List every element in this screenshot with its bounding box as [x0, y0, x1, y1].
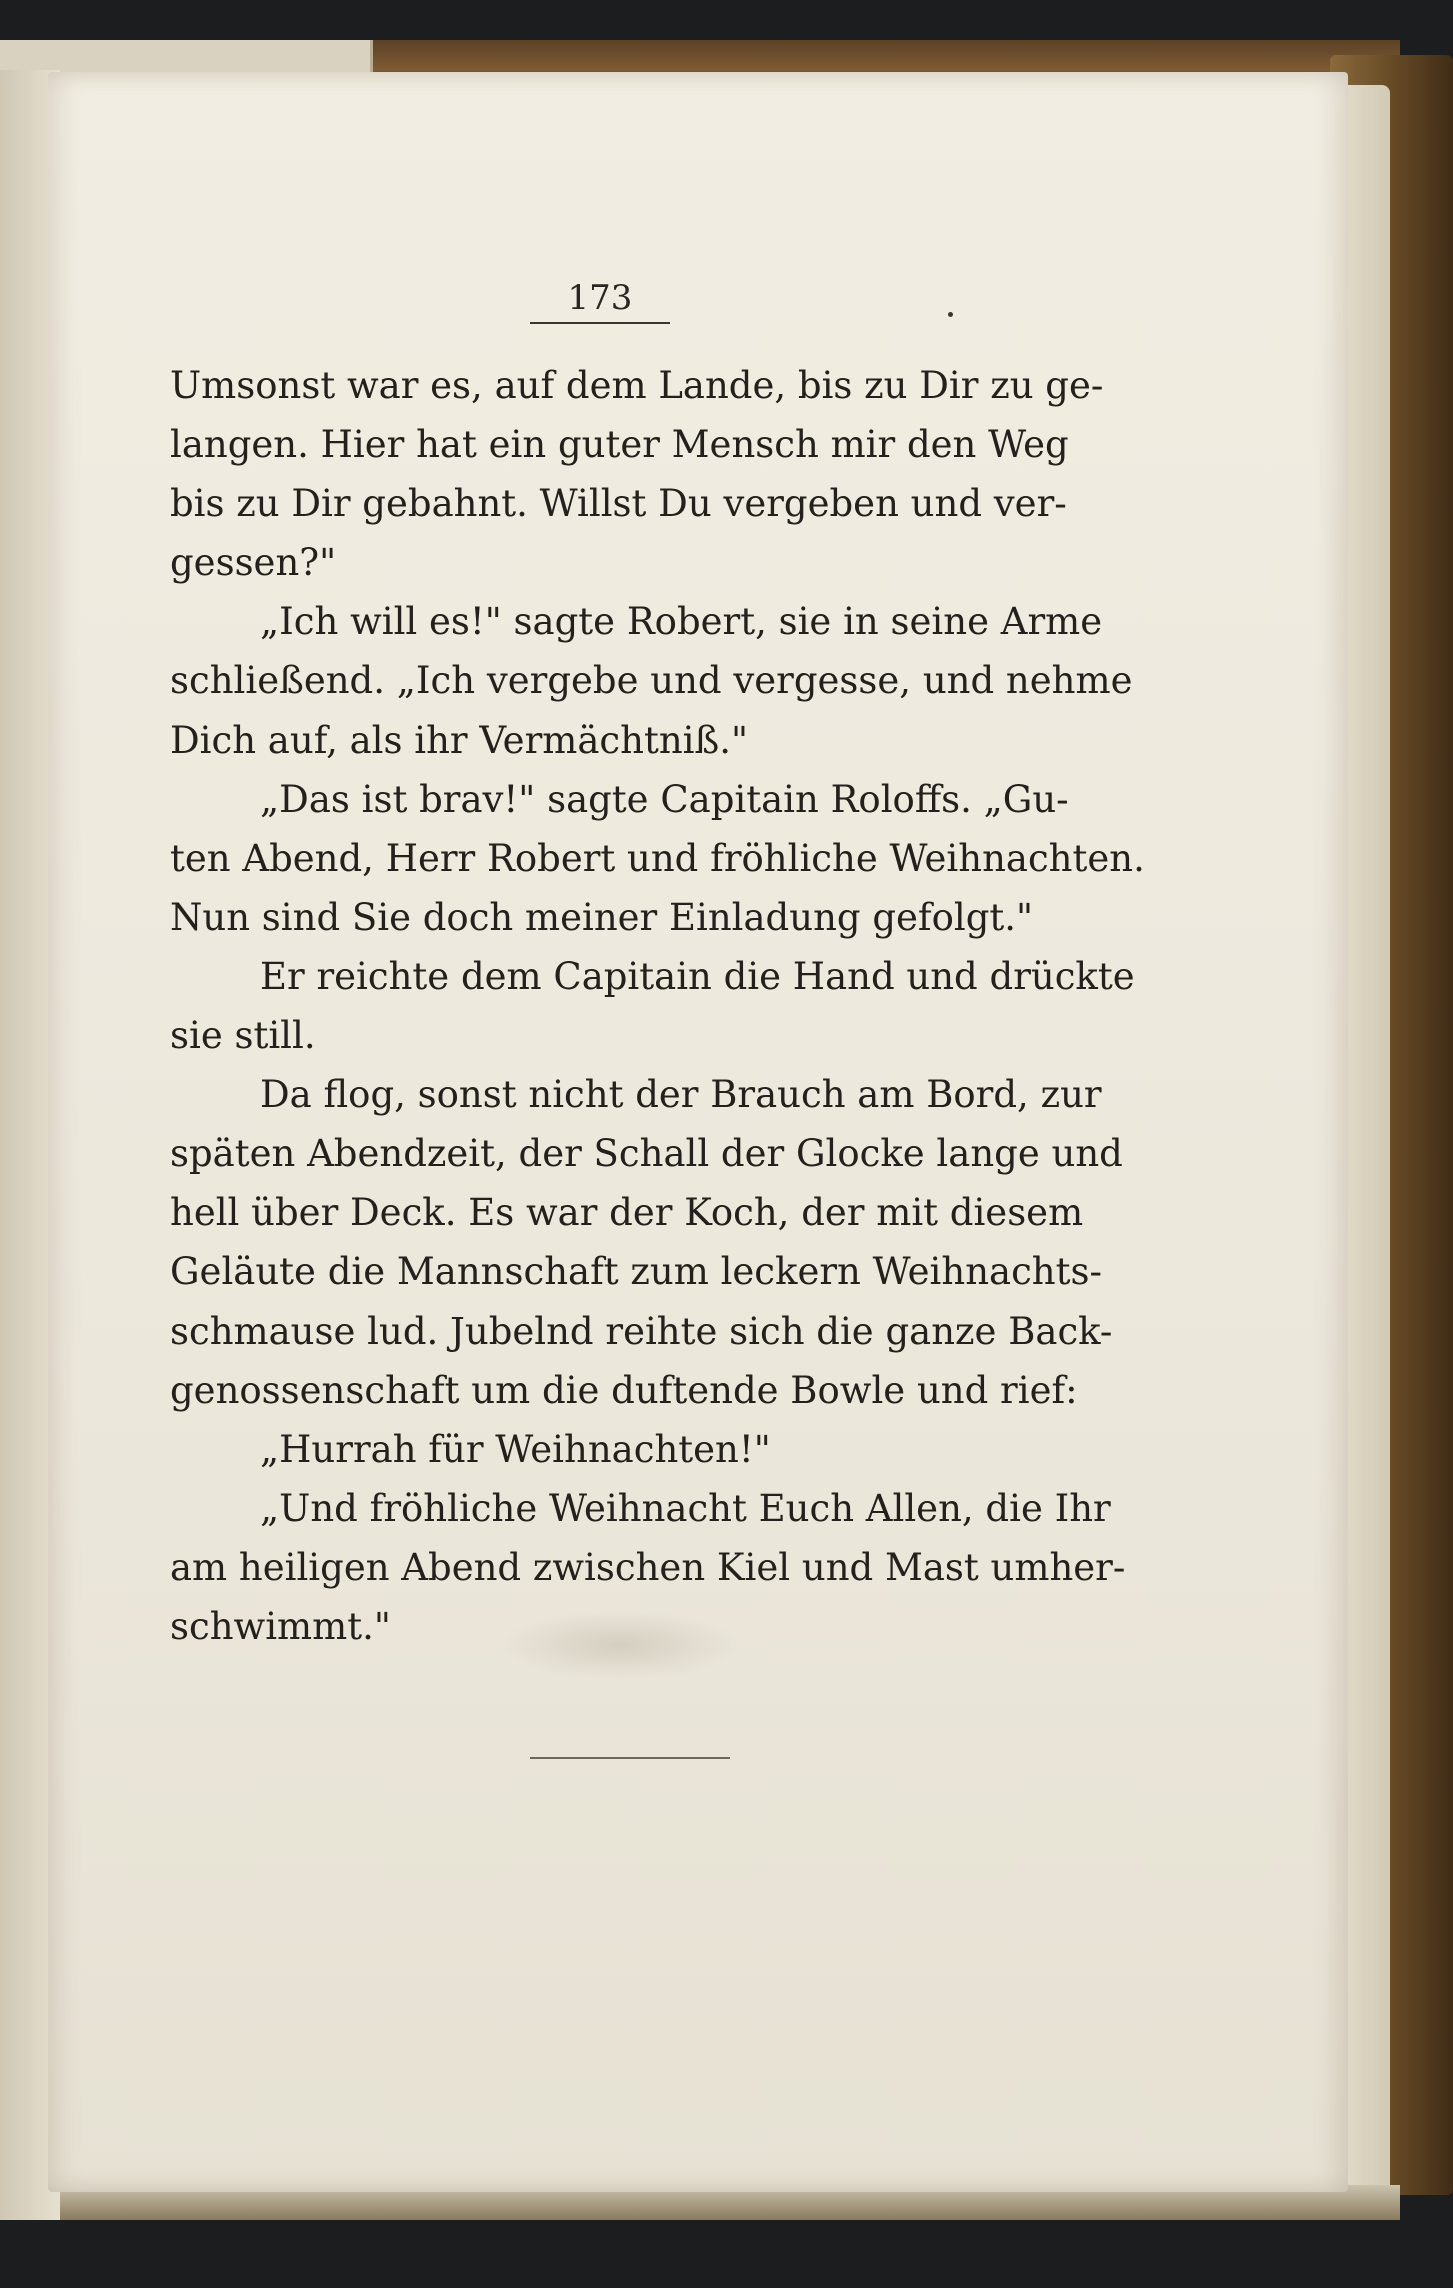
text-line: Nun sind Sie doch meiner Einladung gefolgt.": [170, 895, 1034, 939]
text-line: langen. Hier hat ein guter Mensch mir den Weg: [170, 423, 1069, 467]
text-line: hell über Deck. Es war der Koch, der mit diesem: [170, 1191, 1084, 1235]
text-line: „Hurrah für Weihnachten!": [260, 1427, 771, 1471]
text-line: Dich auf, als ihr Vermächtniß.": [170, 718, 748, 762]
body-text: [170, 356, 1145, 1656]
text-line: schwimmt.": [170, 1604, 391, 1648]
text-line: am heiligen Abend zwischen Kiel und Mast umher-: [170, 1545, 1126, 1589]
printer-dot: [948, 312, 953, 317]
text-line: bis zu Dir gebahnt. Willst Du vergeben und ver-: [170, 482, 1067, 526]
end-rule: [530, 1757, 730, 1759]
text-line: ten Abend, Herr Robert und fröhliche Weihnachten.: [170, 836, 1145, 880]
text-line: „Ich will es!" sagte Robert, sie in seine Arme: [260, 600, 1103, 644]
text-line: genossenschaft um die duftende Bowle und rief:: [170, 1368, 1078, 1412]
text-line: Umsonst war es, auf dem Lande, bis zu Dir zu ge-: [170, 364, 1104, 407]
page-number: 173: [530, 278, 670, 324]
text-line: Geläute die Mannschaft zum leckern Weihnachts-: [170, 1250, 1102, 1294]
text-line: Er reichte dem Capitain die Hand und drückte: [260, 954, 1135, 998]
text-line: späten Abendzeit, der Schall der Glocke lange und: [170, 1132, 1123, 1176]
text-line: „Das ist brav!" sagte Capitain Roloffs. „Gu-: [260, 777, 1069, 821]
text-line: Da flog, sonst nicht der Brauch am Bord, zur: [260, 1073, 1102, 1117]
text-line: gessen?": [170, 541, 337, 585]
text-line: schmause lud. Jubelnd reihte sich die ganze Back-: [170, 1309, 1113, 1353]
text-line: sie still.: [170, 1014, 316, 1058]
text-line: „Und fröhliche Weihnacht Euch Allen, die Ihr: [260, 1486, 1111, 1530]
text-line: schließend. „Ich vergebe und vergesse, und nehme: [170, 659, 1133, 703]
